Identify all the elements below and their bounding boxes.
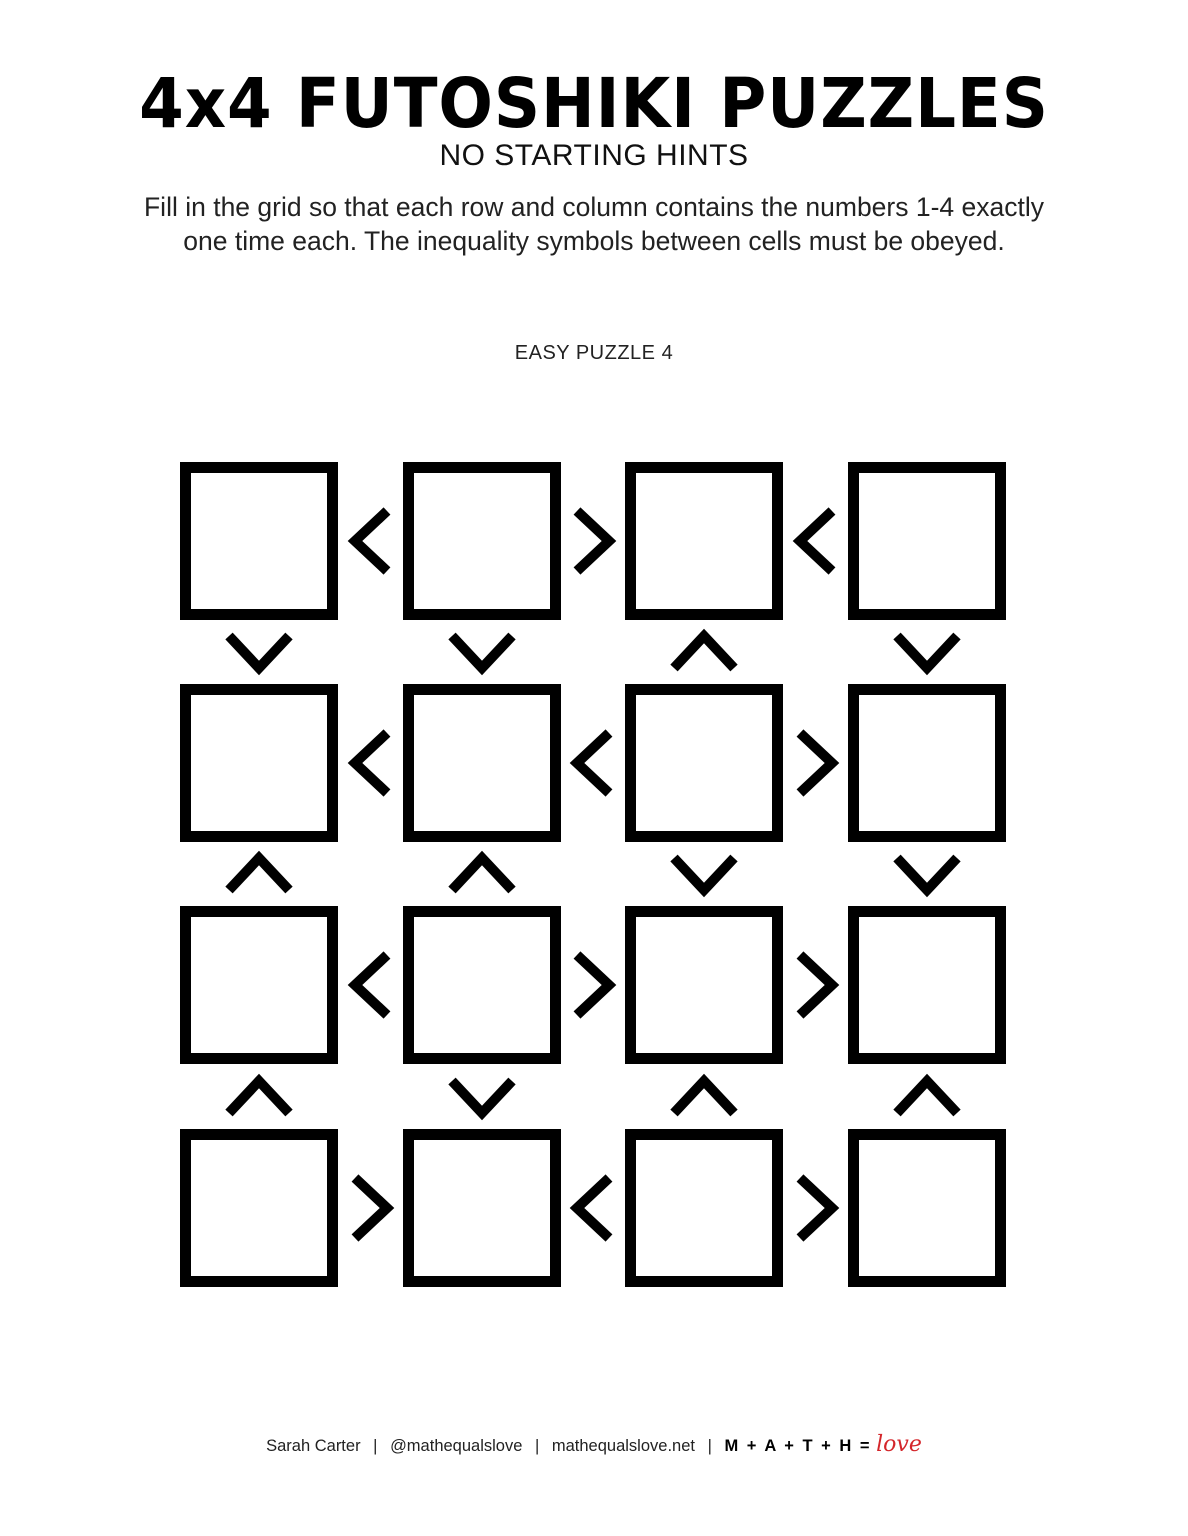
puzzle-cell-r2c2[interactable] xyxy=(403,684,561,842)
footer-separator: | xyxy=(534,1437,540,1455)
footer xyxy=(0,1432,1188,1457)
greater-than-icon xyxy=(350,1173,392,1243)
puzzle-cell-r4c1[interactable] xyxy=(180,1129,338,1287)
puzzle-cell-r1c2[interactable] xyxy=(403,462,561,620)
puzzle-cell-r1c4[interactable] xyxy=(848,462,1006,620)
instructions xyxy=(60,190,1128,258)
less-than-icon xyxy=(572,1173,614,1243)
less-than-icon xyxy=(350,950,392,1020)
footer-handle: @mathequalslove xyxy=(390,1437,523,1455)
less-than-icon xyxy=(350,506,392,576)
puzzle-cell-r3c4[interactable] xyxy=(848,906,1006,1064)
less-than-icon xyxy=(350,728,392,798)
footer-website: mathequalslove.net xyxy=(551,1437,695,1455)
greater-than-icon xyxy=(795,950,837,1020)
chevron-down-icon xyxy=(447,1076,517,1118)
instructions-line-2: one time each. The inequality symbols between cells must be obeyed. xyxy=(183,226,1005,256)
footer-separator: | xyxy=(373,1437,378,1455)
greater-than-icon xyxy=(795,1173,837,1243)
brand-love-script: love xyxy=(876,1432,922,1457)
chevron-up-icon xyxy=(224,1076,294,1118)
puzzle-cell-r4c3[interactable] xyxy=(625,1129,783,1287)
chevron-up-icon xyxy=(447,853,517,895)
puzzle-cell-r1c1[interactable] xyxy=(180,462,338,620)
greater-than-icon xyxy=(572,950,614,1020)
puzzle-label: EASY PUZZLE 4 xyxy=(514,342,674,364)
puzzle-cell-r3c3[interactable] xyxy=(625,906,783,1064)
puzzle-cell-r4c2[interactable] xyxy=(403,1129,561,1287)
chevron-up-icon xyxy=(669,631,739,673)
less-than-icon xyxy=(795,506,837,576)
chevron-down-icon xyxy=(892,853,962,895)
greater-than-icon xyxy=(795,728,837,798)
chevron-down-icon xyxy=(669,853,739,895)
page-title: 4x4 FUTOSHIKI PUZZLES xyxy=(139,64,1049,144)
puzzle-cell-r3c2[interactable] xyxy=(403,906,561,1064)
puzzle-cell-r4c4[interactable] xyxy=(848,1129,1006,1287)
brand-logo: M + A + T + H = xyxy=(724,1437,872,1455)
puzzle-cell-r2c1[interactable] xyxy=(180,684,338,842)
chevron-up-icon xyxy=(892,1076,962,1118)
puzzle-cell-r1c3[interactable] xyxy=(625,462,783,620)
footer-author: Sarah Carter xyxy=(266,1437,361,1455)
less-than-icon xyxy=(572,728,614,798)
puzzle-cell-r2c3[interactable] xyxy=(625,684,783,842)
chevron-down-icon xyxy=(224,631,294,673)
footer-separator: | xyxy=(707,1437,712,1455)
puzzle-cell-r3c1[interactable] xyxy=(180,906,338,1064)
page-subtitle: NO STARTING HINTS xyxy=(439,139,749,172)
chevron-up-icon xyxy=(669,1076,739,1118)
greater-than-icon xyxy=(572,506,614,576)
chevron-down-icon xyxy=(447,631,517,673)
puzzle-cell-r2c4[interactable] xyxy=(848,684,1006,842)
chevron-up-icon xyxy=(224,853,294,895)
chevron-down-icon xyxy=(892,631,962,673)
instructions-line-1: Fill in the grid so that each row and column contains the numbers 1-4 exactly xyxy=(144,192,1044,222)
